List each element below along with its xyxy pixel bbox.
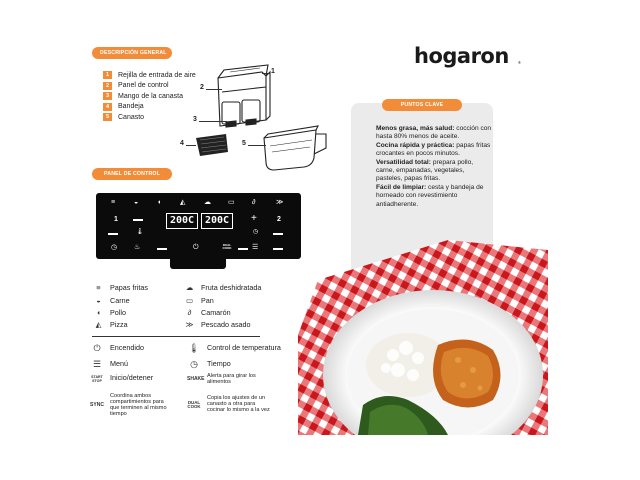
clock-icon: ◷ bbox=[190, 359, 198, 369]
dual-cook-icon: DUAL COOK bbox=[187, 400, 201, 409]
legend-item: ☁ Fruta deshidratada bbox=[185, 283, 262, 292]
zone-2-indicator bbox=[273, 233, 283, 235]
menu-icon: ☰ bbox=[92, 359, 102, 369]
legend-item: 🌡 Control de temperatura bbox=[188, 343, 281, 353]
chicken-icon[interactable]: ◖ bbox=[157, 199, 162, 206]
legend-item: ≫ Pescado asado bbox=[185, 320, 251, 329]
power-icon: ⏻ bbox=[93, 343, 101, 353]
leader-line bbox=[248, 145, 266, 146]
callout-5: 5 bbox=[242, 140, 246, 147]
legend-item: ∂ Camarón bbox=[184, 308, 231, 317]
plus-button[interactable]: + bbox=[251, 213, 257, 224]
meat-icon[interactable]: ◒ bbox=[134, 199, 139, 206]
legend-item: SHAKE Alerta para girar los alimentos bbox=[187, 373, 256, 385]
food-photo bbox=[298, 240, 548, 435]
list-item: 5 Canasto bbox=[103, 112, 196, 123]
leader-line bbox=[199, 121, 227, 122]
callout-2: 2 bbox=[200, 84, 204, 91]
key-points-text: Menos grasa, más salud: cocción con hasta 80% menos de aceite. Cocina rápida y práctica: papas fritas crocantes en pocos minutos. Versatilidad total: prepara pollo, carne, empanadas, vegetales, pasteles, papas fritas. Fácil de limpiar: cesta y bandeja de horneado con revestimiento antiadherente. bbox=[376, 125, 492, 208]
fries-icon: ≡ bbox=[96, 283, 101, 292]
start-stop-icon: START STOP bbox=[91, 375, 103, 383]
minus-button[interactable] bbox=[157, 248, 167, 250]
legend-item: ◷ Tiempo bbox=[187, 360, 231, 369]
shrimp-icon: ∂ bbox=[187, 308, 192, 317]
leader-line bbox=[262, 73, 270, 74]
legend-item: ◖ Pollo bbox=[93, 308, 126, 317]
sync-icon: SYNC bbox=[90, 402, 104, 408]
fish-icon: ≫ bbox=[185, 320, 194, 329]
registered-mark: ® bbox=[518, 60, 521, 65]
zone-2-label[interactable]: 2 bbox=[277, 216, 281, 223]
key-points-title: PUNTOS CLAVE bbox=[382, 99, 462, 111]
power-icon[interactable]: ⏻ bbox=[193, 244, 199, 251]
legend-item: ⏻ Encendido bbox=[90, 344, 144, 353]
bread-icon: ▭ bbox=[185, 296, 194, 305]
sync-indicator bbox=[273, 248, 283, 250]
minus-button[interactable] bbox=[238, 248, 248, 250]
callout-1: 1 bbox=[271, 68, 275, 75]
dual-cook-button[interactable]: DUAL COOK bbox=[222, 243, 232, 251]
shrimp-icon[interactable]: ∂ bbox=[252, 199, 256, 206]
control-panel-tab bbox=[170, 257, 226, 269]
pizza-icon: ◭ bbox=[95, 320, 102, 329]
list-item: 2 Panel de control bbox=[103, 81, 196, 92]
left-display: 200C bbox=[166, 213, 198, 229]
leader-line bbox=[206, 89, 222, 90]
legend-item: ◭ Pizza bbox=[93, 320, 128, 329]
chicken-icon: ◖ bbox=[96, 308, 101, 317]
list-item: 4 Bandeja bbox=[103, 102, 196, 113]
legend-item: ◒ Carne bbox=[93, 296, 130, 305]
legend-item: ≡ Papas fritas bbox=[93, 283, 148, 292]
callout-3: 3 bbox=[193, 116, 197, 123]
dried-fruit-icon[interactable]: ☁ bbox=[204, 199, 211, 206]
shake-icon: SHAKE bbox=[187, 376, 205, 382]
dried-fruit-icon: ☁ bbox=[185, 283, 194, 292]
minus-button[interactable] bbox=[133, 219, 143, 221]
legend-item: DUAL COOK Copia los ajustes de un canasto a otra para cocinar lo mismo a la vez bbox=[187, 395, 270, 413]
fish-icon[interactable]: ≫ bbox=[276, 199, 284, 206]
callout-4: 4 bbox=[180, 140, 184, 147]
brand-logo: hogaron bbox=[414, 44, 509, 68]
right-display: 200C bbox=[201, 213, 233, 229]
thermometer-icon: 🌡 bbox=[188, 343, 200, 353]
zone-1-label[interactable]: 1 bbox=[114, 216, 118, 223]
clock-icon[interactable]: ◷ bbox=[111, 244, 118, 251]
legend-item: START STOP Inicio/detener bbox=[91, 373, 154, 383]
legend-item: ☰ Menú bbox=[90, 360, 128, 369]
divider bbox=[92, 336, 260, 337]
menu-icon[interactable]: ☰ bbox=[252, 244, 259, 251]
thermometer-icon: 🌡 bbox=[136, 229, 144, 235]
leader-line bbox=[186, 145, 196, 146]
control-panel-title: PANEL DE CONTROL bbox=[92, 168, 172, 180]
legend-item: ▭ Pan bbox=[185, 296, 214, 305]
list-item: 1 Rejilla de entrada de aire bbox=[103, 70, 196, 81]
zone-1-indicator bbox=[108, 233, 118, 235]
list-item: 3 Mango de la canasta bbox=[103, 91, 196, 102]
overview-title: DESCRIPCIÓN GENERAL bbox=[92, 47, 172, 59]
air-fryer-illustration bbox=[180, 62, 330, 177]
bread-icon[interactable]: ▭ bbox=[228, 199, 235, 206]
meat-icon: ◒ bbox=[96, 296, 101, 305]
pizza-icon[interactable]: ◭ bbox=[180, 199, 186, 206]
legend-item: SYNC Coordina ambos compartimientos para que terminen al mismo tiempo bbox=[90, 393, 167, 417]
flame-icon[interactable]: ♨ bbox=[134, 244, 141, 251]
clock-icon: ◷ bbox=[253, 229, 259, 235]
fries-icon[interactable]: ≡ bbox=[111, 199, 116, 206]
